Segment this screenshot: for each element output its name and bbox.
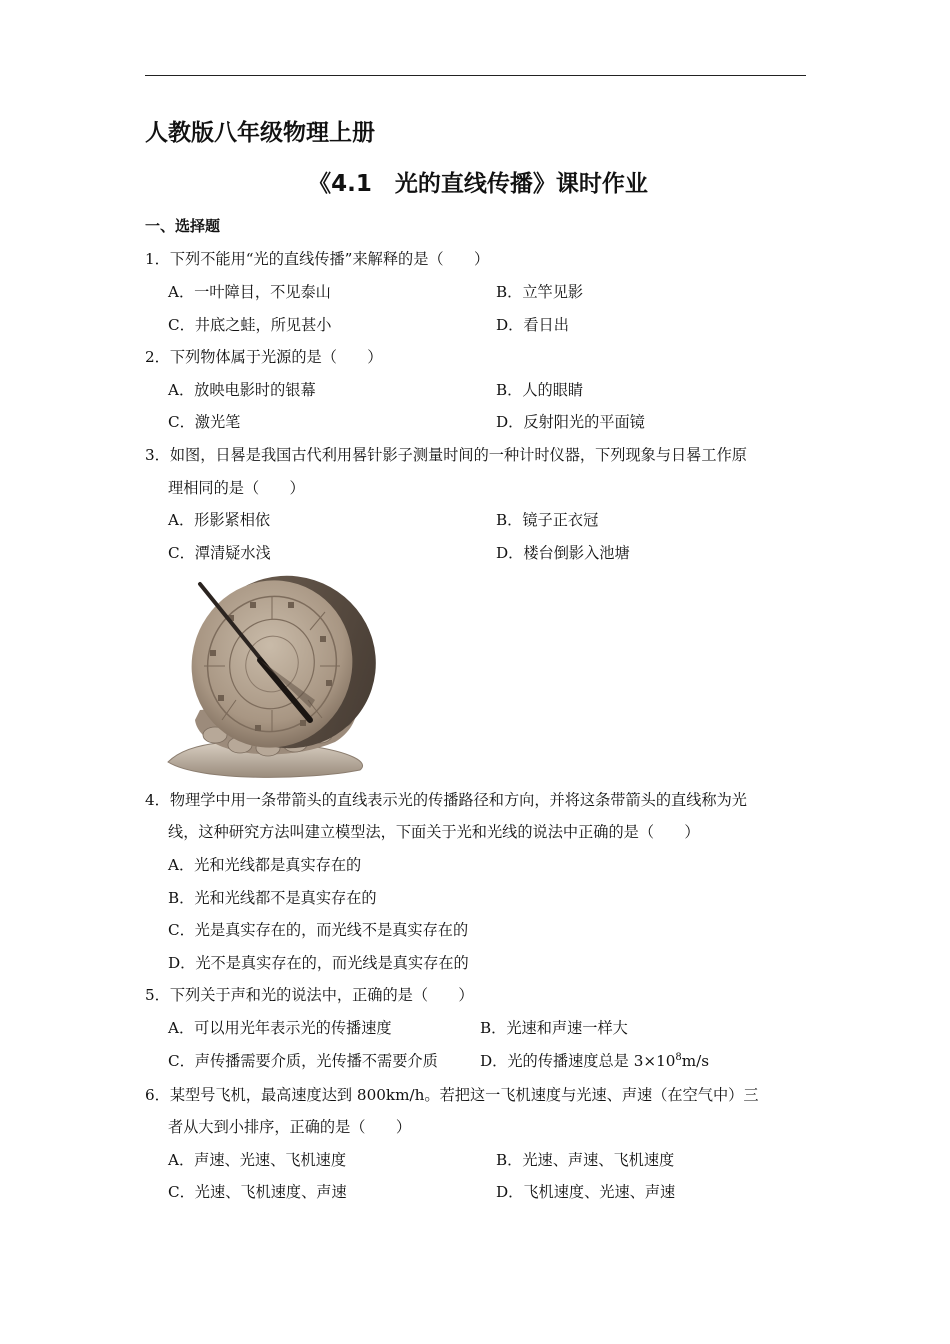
question-4-stem-line1: 4．物理学中用一条带箭头的直线表示光的传播路径和方向，并将这条带箭头的直线称为光	[145, 791, 747, 809]
question-3-option-a: A．形影紧相依	[168, 511, 271, 529]
question-6-stem-line1: 6．某型号飞机，最高速度达到 800km/h。若把这一飞机速度与光速、声速（在空气中）三	[145, 1086, 759, 1104]
question-5-option-b: B．光速和声速一样大	[480, 1019, 628, 1037]
question-4-option-c: C．光是真实存在的，而光线不是真实存在的	[168, 921, 469, 939]
question-2-option-c: C．激光笔	[168, 413, 241, 431]
document-subtitle: 《4.1 光的直线传播》课时作业	[308, 171, 648, 197]
question-5-option-d-unit: m/s	[681, 1052, 710, 1070]
section-title: 一、选择题	[145, 217, 221, 235]
question-5-option-c: C．声传播需要介质，光传播不需要介质	[168, 1052, 438, 1070]
question-1-option-a: A．一叶障目，不见泰山	[168, 283, 331, 301]
question-5-option-d	[480, 1050, 709, 1071]
question-4-option-b: B．光和光线都不是真实存在的	[168, 889, 377, 907]
document-title: 人教版八年级物理上册	[145, 120, 375, 146]
question-4-stem-line2: 线，这种研究方法叫建立模型法，下面关于光和光线的说法中正确的是（ ）	[168, 823, 700, 841]
question-4-option-d: D．光不是真实存在的，而光线是真实存在的	[168, 954, 469, 972]
question-1-option-c: C．井底之蛙，所见甚小	[168, 316, 332, 334]
question-6-option-d: D．飞机速度、光速、声速	[496, 1183, 676, 1201]
question-1-stem: 1．下列不能用“光的直线传播”来解释的是（ ）	[145, 250, 490, 268]
question-3-stem-line1: 3．如图，日晷是我国古代利用晷针影子测量时间的一种计时仪器，下列现象与日晷工作原	[145, 446, 747, 464]
question-6-option-c: C．光速、飞机速度、声速	[168, 1183, 347, 1201]
question-2-stem: 2．下列物体属于光源的是（ ）	[145, 348, 383, 366]
question-3-stem-line2: 理相同的是（ ）	[168, 479, 305, 497]
question-5-option-d-exponent: 8	[675, 1052, 682, 1063]
question-6-option-a: A．声速、光速、飞机速度	[168, 1151, 347, 1169]
question-3-option-b: B．镜子正衣冠	[496, 511, 599, 529]
question-5-stem: 5．下列关于声和光的说法中，正确的是（ ）	[145, 986, 474, 1004]
question-3-option-d: D．楼台倒影入池塘	[496, 544, 630, 562]
question-4-option-a: A．光和光线都是真实存在的	[168, 856, 362, 874]
question-2-option-b: B．人的眼睛	[496, 381, 584, 399]
sundial-image	[160, 570, 385, 780]
question-2-option-d: D．反射阳光的平面镜	[496, 413, 645, 431]
question-3-option-c: C．潭清疑水浅	[168, 544, 271, 562]
header-rule	[145, 75, 806, 76]
question-6-stem-line2: 者从大到小排序，正确的是（ ）	[168, 1118, 411, 1136]
question-1-option-b: B．立竿见影	[496, 283, 584, 301]
question-6-option-b: B．光速、声速、飞机速度	[496, 1151, 675, 1169]
question-5-option-d-text: D．光的传播速度总是 3×10	[480, 1052, 676, 1070]
question-2-option-a: A．放映电影时的银幕	[168, 381, 316, 399]
question-5-option-a: A．可以用光年表示光的传播速度	[168, 1019, 392, 1037]
question-1-option-d: D．看日出	[496, 316, 569, 334]
